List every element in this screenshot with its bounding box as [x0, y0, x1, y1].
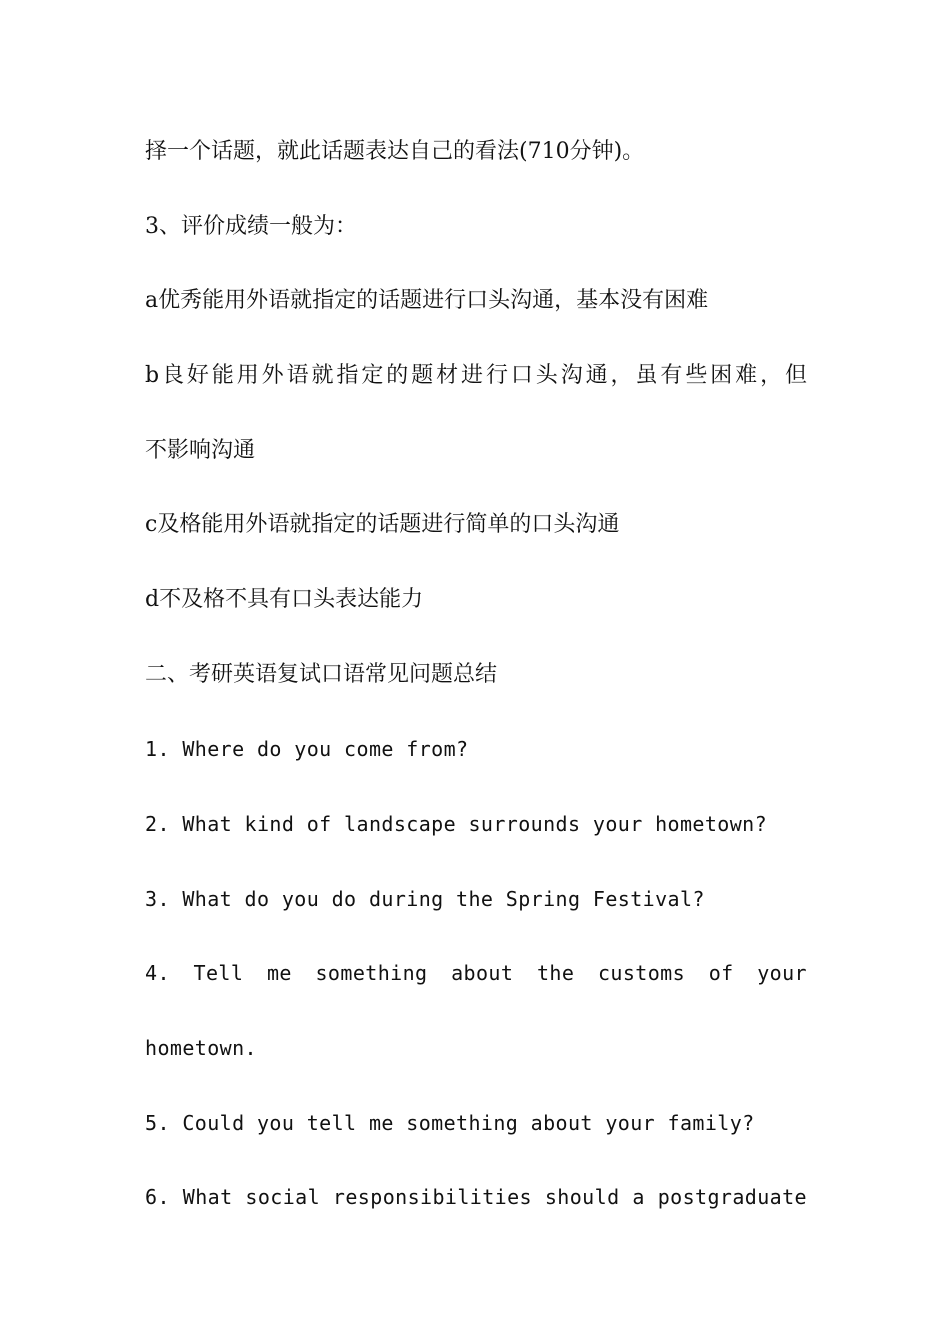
question-item: 2. What kind of landscape surrounds your hometown?: [145, 812, 768, 836]
grade-item-a: a优秀能用外语就指定的话题进行口头沟通，基本没有困难: [145, 288, 709, 313]
paragraph-line: 择一个话题，就此话题表达自己的看法(710分钟)。: [145, 139, 645, 164]
grade-item-b: b良好能用外语就指定的题材进行口头沟通，虽有些困难，但: [145, 363, 807, 388]
grade-item-c: c及格能用外语就指定的话题进行简单的口头沟通: [145, 512, 620, 537]
question-item: 4. Tell me something about the customs of your: [145, 961, 807, 985]
question-item: 6. What social responsibilities should a postgraduate: [145, 1185, 807, 1209]
section-title: 二、考研英语复试口语常见问题总结: [145, 662, 498, 687]
grade-item-d: d不及格不具有口头表达能力: [145, 587, 424, 612]
question-item-continued: hometown.: [145, 1036, 257, 1060]
section-heading: 3、评价成绩一般为：: [145, 214, 357, 239]
grade-item-b-continued: 不影响沟通: [145, 438, 256, 463]
question-item: 3. What do you do during the Spring Festival?: [145, 887, 705, 911]
question-item: 5. Could you tell me something about your family?: [145, 1111, 755, 1135]
question-item: 1. Where do you come from?: [145, 737, 469, 761]
